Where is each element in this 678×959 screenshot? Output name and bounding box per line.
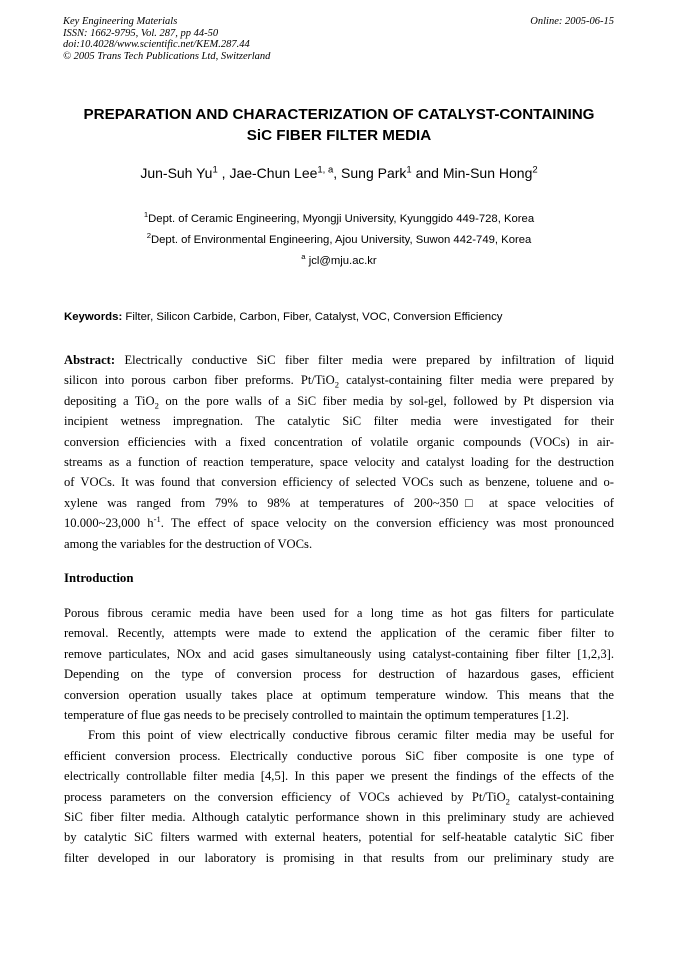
journal-copyright: © 2005 Trans Tech Publications Ltd, Switzerland — [63, 50, 271, 62]
author-separator: , — [217, 165, 230, 181]
paragraph-line: electrically controllable filter media [4,5]. In this paper we present the findings of the effects of the — [64, 769, 614, 784]
paragraph-line: remove particulates, NOx and acid gases simultaneously using catalyst-containing fiber filter [1,2,3]. — [64, 646, 614, 661]
abstract-text: . The effect of space velocity on the conversion efficiency was most pronounced — [160, 516, 614, 531]
journal-doi[interactable]: doi:10.4028/www.scientific.net/KEM.287.44 — [63, 39, 250, 50]
journal-header — [63, 16, 270, 62]
paragraph-line: Depending on the type of conversion process for destruction of hazardous gases, efficient — [64, 667, 614, 682]
superscript: -1 — [153, 514, 161, 525]
affiliation-text: Dept. of Ceramic Engineering, Myongji University, Kyunggido 449-728, Korea — [148, 213, 535, 225]
subscript: 2 — [505, 796, 510, 807]
abstract-line — [64, 370, 614, 390]
author-name: Sung Park — [341, 165, 407, 181]
paragraph-line: SiC fiber filter media. Although catalytic performance shown in this preliminary study are achieved — [64, 810, 614, 825]
subscript: 2 — [154, 400, 159, 411]
online-date — [530, 16, 614, 28]
affiliation-1 — [40, 209, 638, 230]
paragraph-line: From this point of view electrically conductive fibrous ceramic filter media may be useful for — [88, 728, 614, 743]
paper-title-line-1: PREPARATION AND CHARACTERIZATION OF CATALYST-CONTAINING — [83, 106, 595, 123]
author-separator: and — [411, 165, 443, 181]
paragraph-text: process parameters on the conversion efficiency of VOCs achieved by Pt/TiO — [64, 789, 506, 804]
paper-title — [40, 104, 638, 146]
abstract-label: Abstract: — [64, 353, 116, 367]
email-link[interactable]: jcl@mju.ac.kr — [308, 255, 377, 267]
affiliation-mark: 2 — [146, 231, 151, 241]
abstract-line — [64, 513, 614, 533]
online-date-text: Online: 2005-06-15 — [530, 16, 614, 27]
abstract-line — [64, 350, 614, 370]
author-list — [40, 164, 638, 182]
journal-name: Key Engineering Materials — [63, 16, 178, 27]
paragraph-line: efficient conversion process. Electrically conductive porous SiC fiber composite is one type of — [64, 748, 614, 763]
paragraph-line — [64, 787, 614, 807]
author-affil-mark: 1 — [212, 164, 218, 176]
author-affil-mark: 1, a — [317, 164, 334, 176]
keywords — [64, 310, 614, 325]
author-name: Jae-Chun Lee — [229, 165, 318, 181]
abstract-line — [64, 391, 614, 411]
abstract-text: Electrically conductive SiC fiber filter media were prepared by infiltration of liquid — [124, 353, 614, 367]
affiliation-mark: 1 — [143, 210, 149, 220]
abstract-line: conversion efficiencies with a fixed concentration of volatile organic compounds (VOCs) in air- — [64, 434, 614, 449]
abstract-line: among the variables for the destruction of VOCs. — [64, 536, 313, 551]
author-affil-mark: 2 — [532, 164, 538, 176]
introduction-body — [64, 603, 614, 868]
abstract-text: 10.000~23,000 h — [64, 516, 154, 531]
author-separator: , — [333, 165, 342, 181]
paragraph-line: temperature of flue gas needs to be precisely controlled to maintain the optimum temperatures [1.2]. — [64, 708, 569, 723]
abstract-line: of VOCs. It was found that conversion efficiency of selected VOCs such as benzene, toluene and o- — [64, 475, 614, 490]
paragraph-line: Porous fibrous ceramic media have been used for a long time as hot gas filters for particulate — [64, 606, 614, 620]
journal-issn: ISSN: 1662-9795, Vol. 287, pp 44-50 — [63, 27, 219, 39]
subscript: 2 — [334, 379, 340, 390]
section-heading-introduction: Introduction — [64, 571, 134, 585]
affiliation-list — [40, 209, 638, 272]
keywords-text: Filter, Silicon Carbide, Carbon, Fiber, Catalyst, VOC, Conversion Efficiency — [125, 311, 503, 323]
author-name: Jun-Suh Yu — [140, 165, 213, 181]
keywords-label: Keywords: — [64, 311, 123, 323]
abstract-text: silicon into porous carbon fiber preforms. Pt/TiO — [64, 373, 335, 388]
abstract-line: incipient wetness impregnation. The catalytic SiC filter media were investigated for their — [64, 414, 614, 429]
author-affil-mark: 1 — [406, 164, 412, 176]
affiliation-2 — [40, 230, 638, 251]
abstract-line: streams as a function of reaction temperature, space velocity and catalyst loading for the destruction — [64, 455, 614, 470]
abstract-line: xylene was ranged from 79% to 98% at temperatures of 200~350□ at space velocities of — [64, 495, 614, 510]
abstract-text: on the pore walls of a SiC fiber media by sol-gel, followed by Pt dispersion via — [158, 393, 614, 408]
abstract — [64, 350, 614, 554]
paragraph-line: conversion operation usually takes place at optimum temperature window. This means that the — [64, 687, 614, 702]
affiliation-text: Dept. of Environmental Engineering, Ajou University, Suwon 442-749, Korea — [150, 234, 532, 246]
author-name: Min-Sun Hong — [442, 165, 533, 181]
paragraph-line: by catalytic SiC filters warmed with external heaters, potential for self-heatable catalytic SiC fiber — [64, 830, 614, 845]
paragraph-line: filter developed in our laboratory is promising in that results from our preliminary study are — [64, 850, 614, 865]
abstract-text: depositing a TiO — [64, 393, 155, 408]
corresponding-email — [40, 251, 638, 272]
email-mark: a — [301, 252, 306, 262]
paragraph-line: removal. Recently, attempts were made to extend the application of the ceramic fiber filter to — [64, 626, 614, 641]
paragraph-text: catalyst-containing — [509, 789, 615, 804]
paper-title-line-2: SiC FIBER FILTER MEDIA — [246, 127, 432, 144]
abstract-text: catalyst-containing filter media were prepared by — [339, 373, 614, 388]
